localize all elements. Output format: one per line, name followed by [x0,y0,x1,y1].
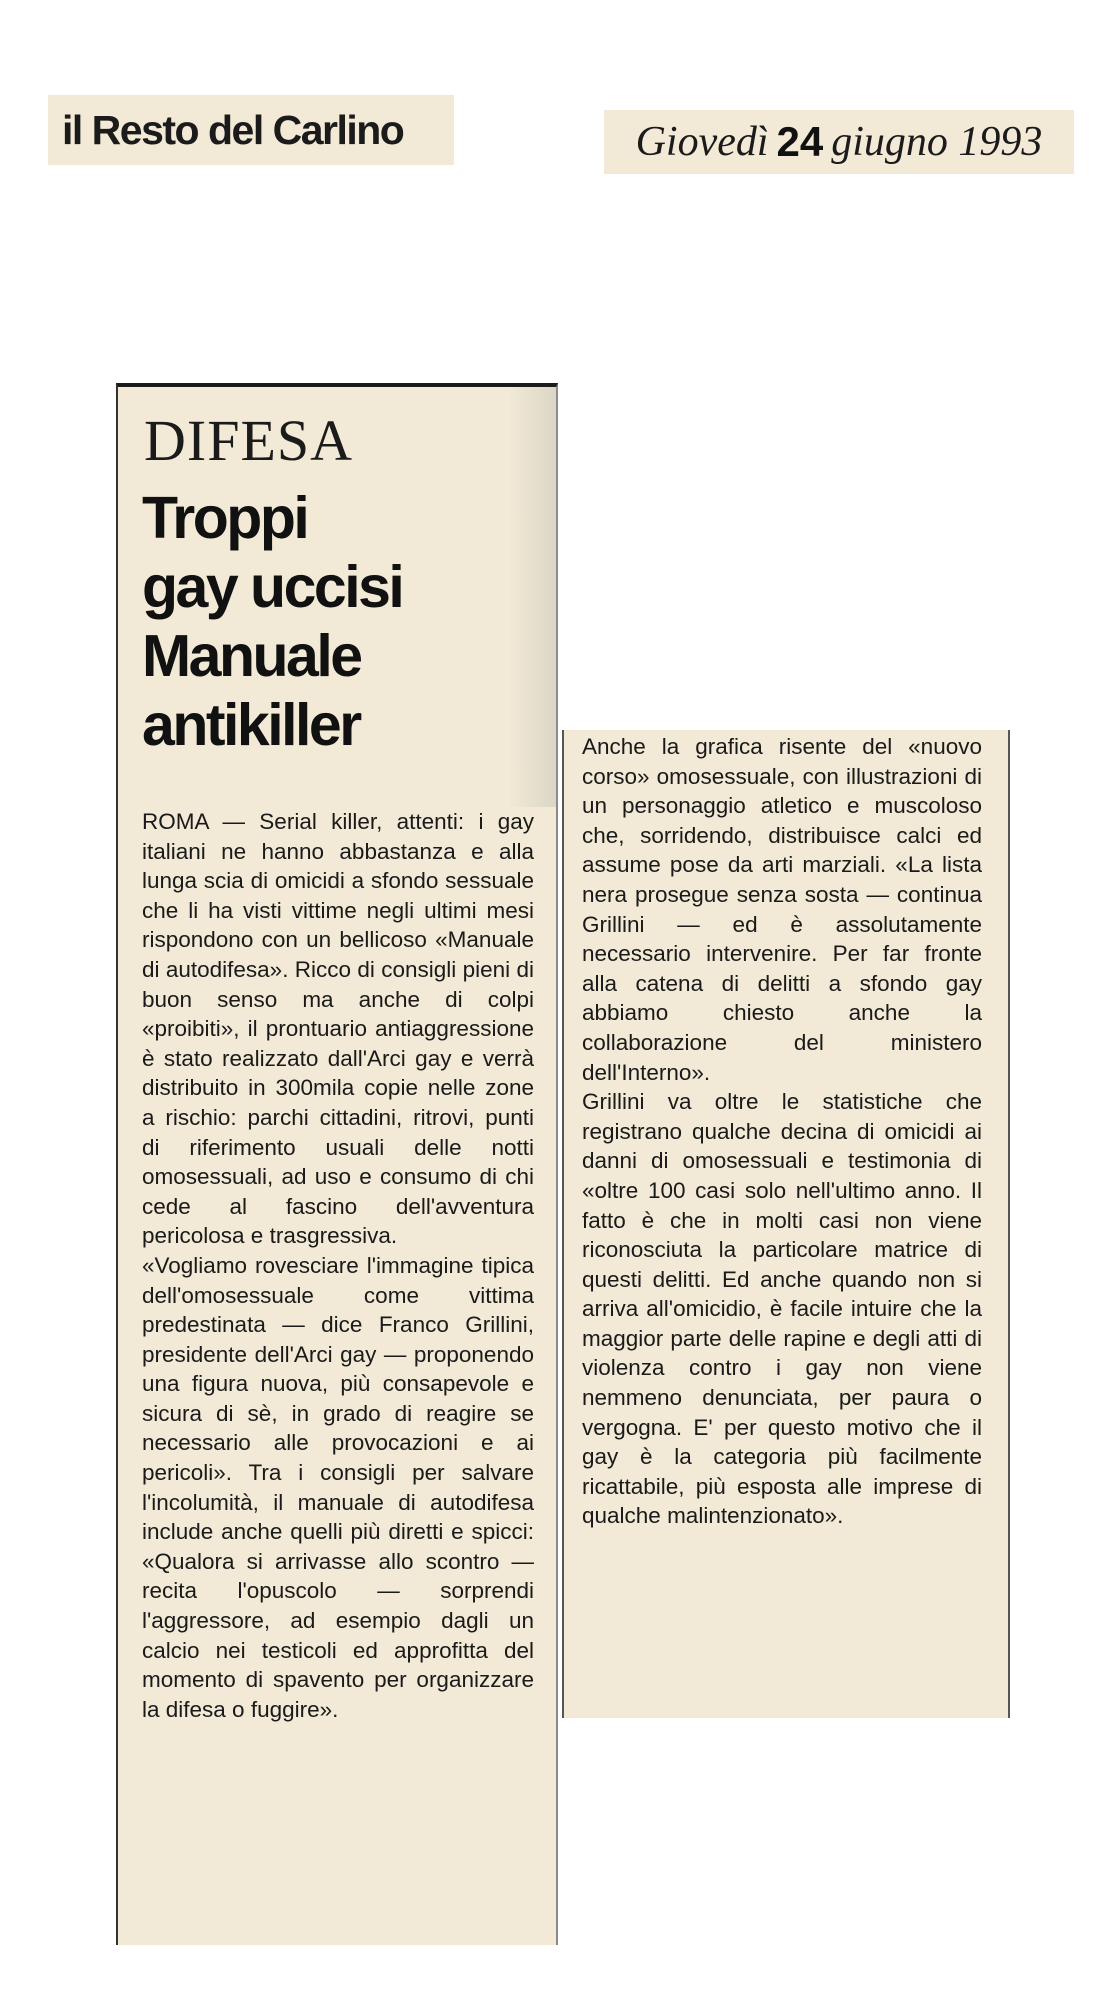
article-column-2 [562,730,1010,1718]
paragraph: «Vogliamo rovesciare l'immagine tipica dell'omosessuale come vittima predestinata — dice Franco Grillini, presidente dell'Arci gay — proponendo una figura nuova, più consapevole e sicura di sè, in grado di reagire se necessario alle provocazioni e ai pericoli». Tra i consigli per salvare l'incolumità, il manuale di autodifesa include anche quelli più diretti e spicci: «Qualora si arrivasse allo scontro — recita l'opuscolo — sorprendi l'aggressore, ad esempio dagli un calcio nei testicoli ed approfitta del momento di spavento per organizzare la difesa o fuggire». [142,1252,534,1722]
article-body-column-1 [142,807,534,1724]
article-body-column-2 [582,732,982,1531]
article-kicker: DIFESA [144,408,354,473]
article-column-1 [116,383,558,1945]
masthead-clipping [48,95,454,165]
dateline-clipping [604,110,1074,174]
headline-line: gay uccisi [142,554,403,620]
date-weekday: Giovedì [635,119,769,165]
paragraph: ROMA — Serial killer, attenti: i gay italiani ne hanno abbastanza e alla lunga scia di omicidi a sfondo sessuale che li ha visti vittime negli ultimi mesi rispondono con un bellicoso «Manuale di autodifesa». Ricco di consigli pieni di buon senso ma anche di colpi «proibiti», il prontuario antiaggressione è stato realizzato dall'Arci gay e verrà distribuito in 300mila copie nelle zone a rischio: parchi cittadini, ritrovi, punti di riferimento usuali delle notti omosessuali, ad uso e consumo di chi cede al fascino dell'avventura pericolosa e trasgressiva. [142,809,534,1249]
date-month-year: giugno 1993 [831,119,1043,165]
headline-line: antikiller [142,692,360,758]
headline-line: Troppi [142,485,308,551]
newspaper-name: il Resto del Carlino [62,106,404,153]
paragraph: Grillini va oltre le statistiche che registrano qualche decina di omicidi ai danni di omosessuali e testimonia di «oltre 100 casi solo nell'ultimo anno. Il fatto è che in molti casi non viene riconosciuta la particolare matrice di questi delitti. Ed anche quando non si arriva all'omicidio, è facile intuire che la maggior parte delle rapine e degli atti di violenza contro i gay non viene nemmeno denunciata, per paura o vergogna. E' per questo motivo che il gay è la categoria più facilmente ricattabile, più esposta alle imprese di qualche malintenzionato». [582,1089,982,1529]
date-day: 24 [776,118,824,165]
article-headline [142,484,552,760]
paragraph: Anche la grafica risente del «nuovo corso» omosessuale, con illustrazioni di un personaggio atletico e muscoloso che, sorridendo, distribuisce calci ed assume pose da arti marziali. «La lista nera prosegue senza sosta — continua Grillini — ed è assolutamente necessario intervenire. Per far fronte alla catena di delitti a sfondo gay abbiamo chiesto anche la collaborazione del ministero dell'Interno». [582,734,982,1085]
headline-line: Manuale [142,623,361,689]
